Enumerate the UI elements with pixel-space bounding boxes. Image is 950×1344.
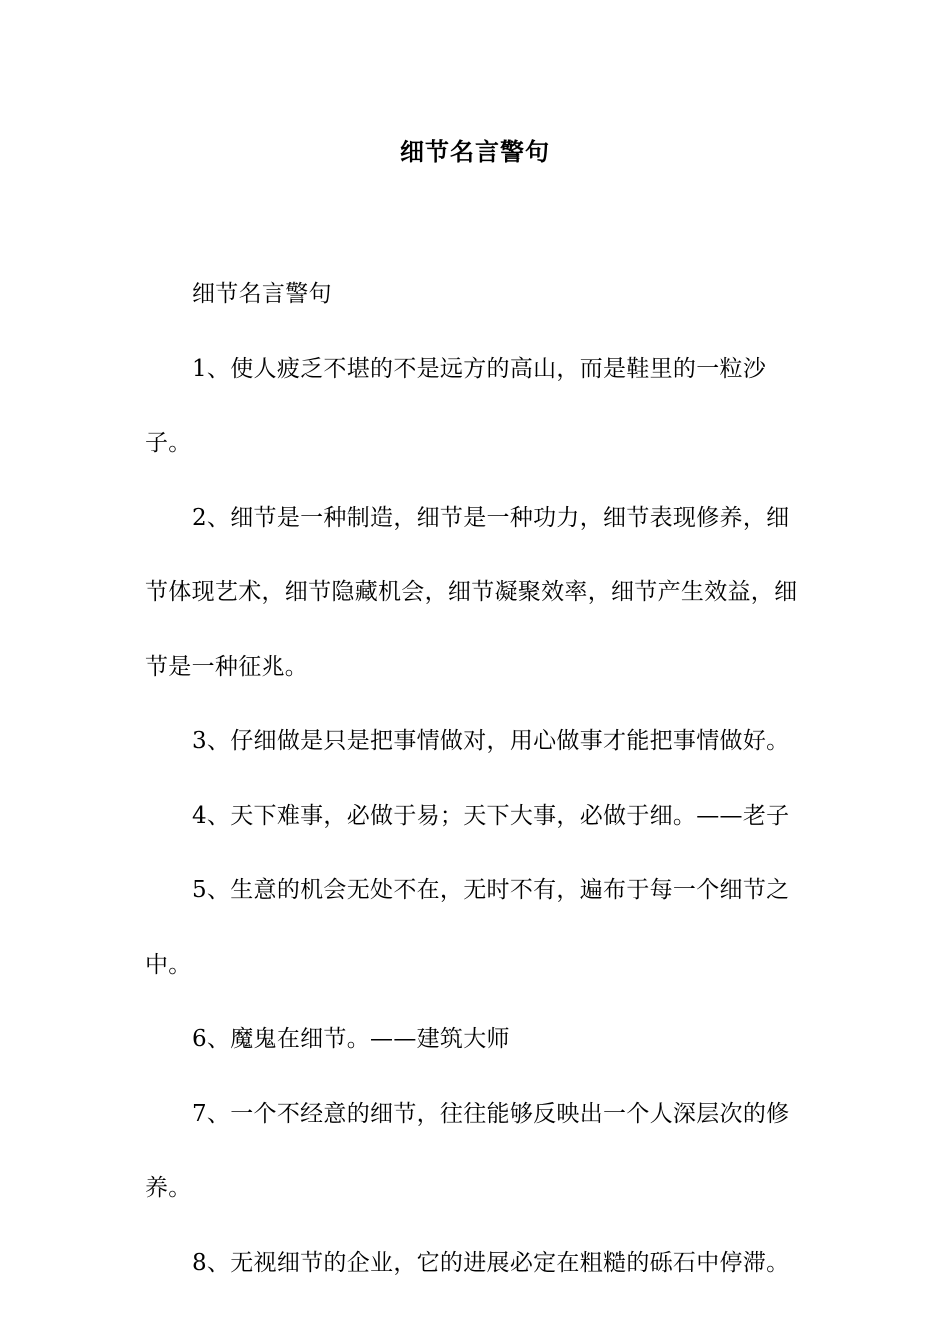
paragraph-quote-1: 1、使人疲乏不堪的不是远方的高山，而是鞋里的一粒沙子。 bbox=[145, 355, 767, 456]
paragraph-subtitle: 细节名言警句 bbox=[192, 281, 332, 307]
paragraph-quote-2: 2、细节是一种制造，细节是一种功力，细节表现修养，细节体现艺术，细节隐藏机会，细节凝聚效率，细节产生效益，细节是一种征兆。 bbox=[145, 504, 798, 680]
document-body bbox=[145, 257, 809, 1300]
paragraph-quote-3: 3、仔细做是只是把事情做对，用心做事才能把事情做好。 bbox=[192, 728, 790, 754]
paragraph-quote-8: 8、无视细节的企业，它的进展必定在粗糙的砾石中停滞。 bbox=[192, 1249, 790, 1276]
paragraph-quote-6: 6、魔鬼在细节。——建筑大师 bbox=[192, 1026, 510, 1052]
paragraph-quote-5: 5、生意的机会无处不在，无时不有，遍布于每一个细节之中。 bbox=[145, 877, 790, 978]
paragraph-quote-7: 7、一个不经意的细节，往往能够反映出一个人深层次的修养。 bbox=[145, 1100, 790, 1201]
paragraph-quote-4: 4、天下难事，必做于易；天下大事，必做于细。——老子 bbox=[192, 802, 790, 829]
page-title: 细节名言警句 bbox=[400, 137, 550, 166]
